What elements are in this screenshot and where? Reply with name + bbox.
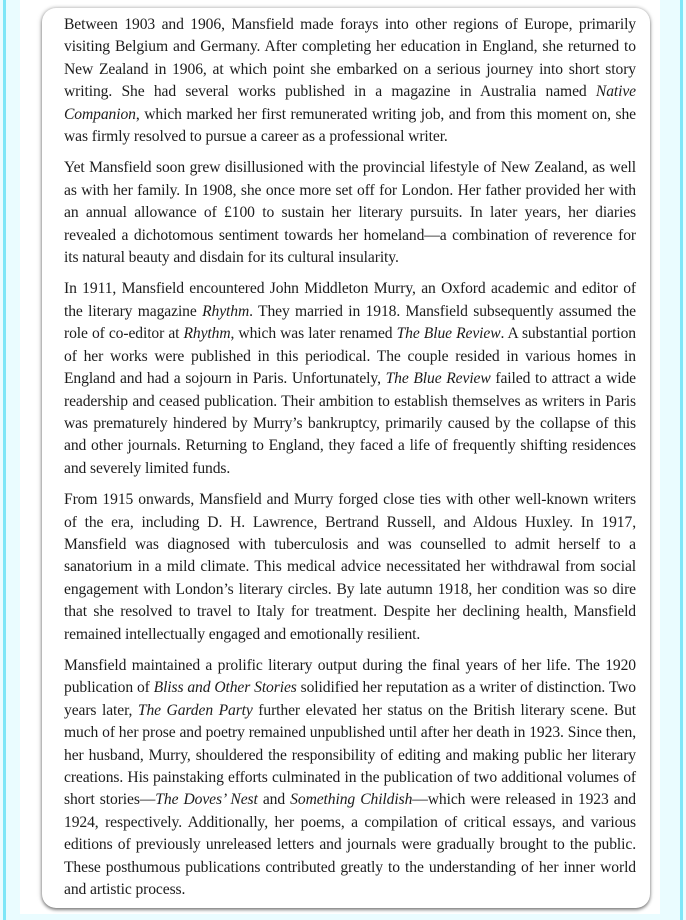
italic-title-native-companion: Native Companion [64, 83, 636, 123]
paragraph-1 [64, 14, 636, 148]
italic-title-blue-review: The Blue Review [396, 325, 501, 343]
text-segment: further elevated her status on the British literary scene. But much of her prose and poetry remained unpublished until after her death in 1923. Since then, her husband, Murry, shouldered the responsibility of editing and making public her literary creations. His painstaking efforts culminated in the publication of two additional volumes of short stories— [64, 701, 637, 809]
text-segment: From 1915 onwards, Mansfield and Murry forged close ties with other well-known writers of the era, including D. H. Lawrence, Bertrand Russell, and Aldous Huxley. In 1917, Mansfield was diagnosed with tuberculosis and was counselled to admit herself to a sanatorium in a mild climate. This medical advice necessitated her withdrawal from social engagement with London’s literary circles. By late autumn 1918, her condition was so dire that she resolved to travel to Italy for treatment. Despite her declining health, Mansfield remained intellectually engaged and emotionally resilient. [64, 491, 636, 643]
text-card [42, 8, 650, 908]
text-segment: , which was later renamed [230, 325, 397, 343]
paragraph-4 [64, 489, 636, 646]
text-segment: Between 1903 and 1906, Mansfield made forays into other regions of Europe, primarily visiting Belgium and Germany. After completing her education in England, she returned to New Zealand in 1906, at which point she embarked on a serious journey into short story writing. She had several works published in a magazine in Australia named [64, 16, 636, 101]
text-segment: , which marked her first remunerated writing job, and from this moment on, she was firmly resolved to pursue a career as a professional writer. [64, 105, 636, 146]
text-segment: In 1911, Mansfield encountered John Middleton Murry, an Oxford academic and editor of the literary magazine [64, 280, 636, 320]
italic-title-rhythm: Rhythm [183, 325, 231, 343]
left-border-line [3, 0, 6, 920]
italic-title-something-childish: Something Childish [290, 791, 413, 809]
italic-title-garden-party: The Garden Party [137, 701, 253, 719]
italic-title-doves-nest: The Doves’ Nest [155, 791, 258, 809]
paragraph-2 [64, 157, 636, 269]
text-segment: . They married in 1918. Mansfield subsequently assumed the role of co-editor at [64, 302, 636, 343]
italic-title-bliss: Bliss and Other Stories [153, 679, 297, 697]
text-segment: and [257, 791, 291, 809]
text-segment: failed to attract a wide readership and ceased publication. Their ambition to establish themselves as writers in Paris was prematurely hindered by Murry’s bankruptcy, primarily caused by the collapse of this and other journals. Returning to England, they faced a life of frequently shifting residences and severely limited funds. [64, 370, 636, 477]
italic-title-rhythm: Rhythm [202, 302, 250, 320]
paragraph-3 [64, 278, 636, 480]
text-segment: —which were released in 1923 and 1924, respectively. Additionally, her poems, a compilation of critical essays, and various editions of previously unreleased letters and journals were gradually brought to the public. These posthumous publications contributed greatly to the understanding of her inner world and artistic process. [64, 791, 636, 899]
text-segment: . A substantial portion of her works were published in this periodical. The couple resided in various homes in England and had a sojourn in Paris. Unfortunately, [64, 325, 636, 388]
text-segment: Yet Mansfield soon grew disillusioned with the provincial lifestyle of New Zealand, as well as with her family. In 1908, she once more set off for London. Her father provided her with an annual allowance of £100 to sustain her literary pursuits. In later years, her diaries revealed a dichotomous sentiment towards her homeland—a combination of reverence for its natural beauty and disdain for its cultural insularity. [64, 159, 636, 267]
right-border-line [680, 0, 683, 920]
text-segment: Mansfield maintained a prolific literary output during the final years of her life. The 1920 publication of [64, 656, 636, 697]
italic-title-blue-review: The Blue Review [385, 370, 491, 388]
paragraph-5 [64, 655, 636, 901]
text-segment: solidified her reputation as a writer of distinction. Two years later, [64, 679, 637, 719]
